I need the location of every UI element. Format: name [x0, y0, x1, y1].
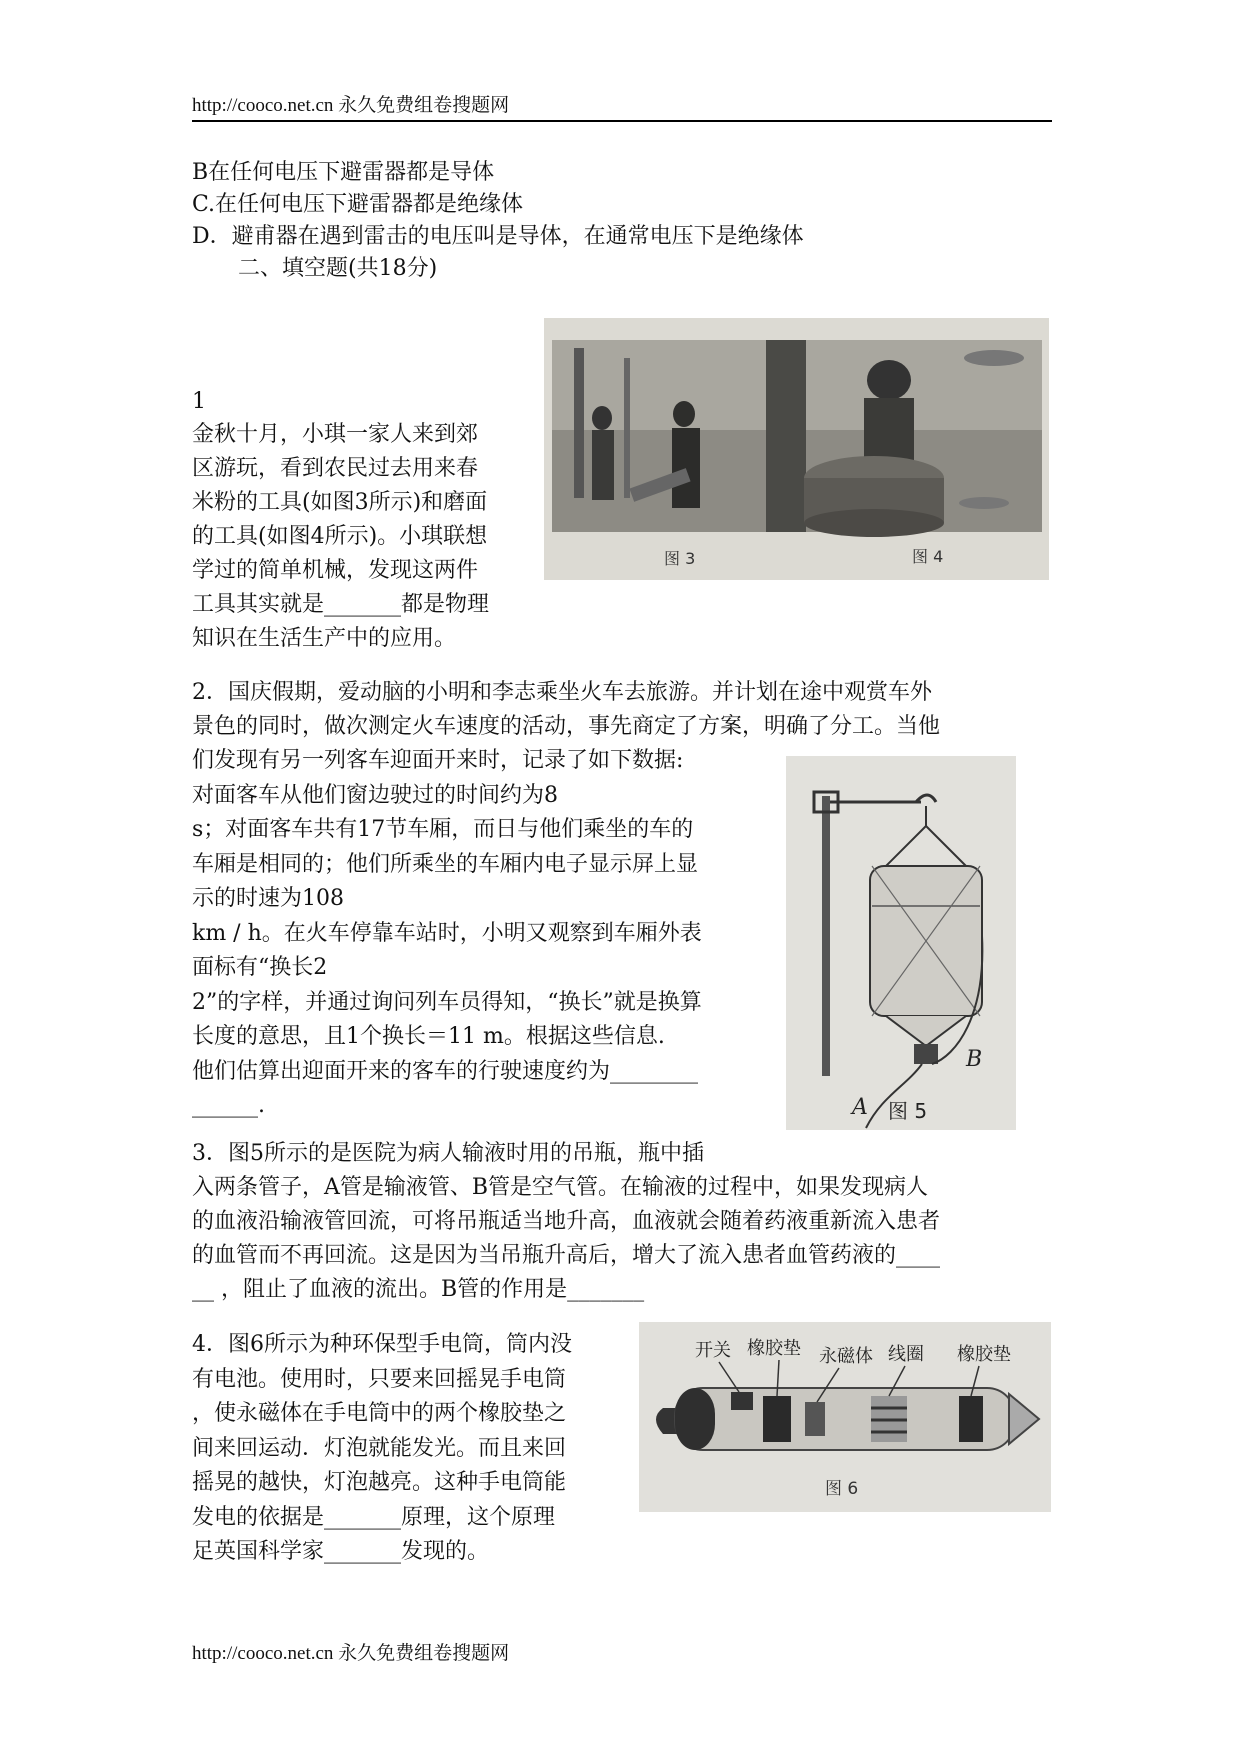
q2-line: km / h。在火车停靠车站时，小明又观察到车厢外表	[192, 920, 702, 946]
fig6-label-coil: 线圈	[888, 1344, 924, 1365]
q3-line: 的血液沿输液管回流，可将吊瓶适当地升高，血液就会随着药液重新流入患者	[192, 1209, 941, 1234]
q2-line: 对面客车从他们窗边驶过的时间约为8	[192, 782, 558, 808]
q1-text	[192, 418, 489, 656]
q1-line: 工具其实就是_______都是物理	[192, 592, 490, 617]
q4-line: 摇晃的越快，灯泡越亮。这种手电筒能	[192, 1470, 567, 1495]
q3-line: 的血管而不再回流。这是因为当吊瓶升高后，增大了流入患者血管药液的____	[192, 1243, 941, 1268]
figure-3-4-photo	[544, 318, 1049, 580]
q1-number: 1	[192, 389, 206, 414]
q2-line: 他们估算出迎面开来的客车的行驶速度约为________	[192, 1058, 699, 1084]
q3-text	[192, 1171, 940, 1307]
q2-line: 景色的同时，做次测定火车速度的活动，事先商定了方案，明确了分工。当他	[192, 714, 941, 739]
q3-first-line: 3．图5所示的是医院为病人输液时用的吊瓶，瓶中插	[192, 1141, 704, 1166]
fig6-label-magnet: 永磁体	[819, 1346, 873, 1367]
q2-line: ______.	[192, 1093, 265, 1118]
option-c: C.在任何电压下避雷器都是绝缘体	[192, 192, 524, 217]
q4-text	[192, 1328, 572, 1570]
q4-line: 间来回运动．灯泡就能发光。而且来回	[192, 1435, 567, 1461]
q2-line: 长度的意思，且1个换长＝11 m。根据这些信息.	[192, 1024, 665, 1049]
q2-line: 示的时速为108	[192, 886, 344, 911]
q2-text-full	[192, 676, 940, 744]
header-rule	[192, 120, 1052, 122]
q2-line: 面标有“换长2	[192, 955, 328, 980]
figure-5-iv-bottle	[786, 756, 1016, 1130]
fig4-label: 图 4	[912, 547, 944, 566]
q1-line: 知识在生活生产中的应用。	[192, 626, 457, 651]
fig5-label: 图 5	[888, 1099, 928, 1123]
q2-line: 们发现有另一列客车迎面开来时，记录了如下数据:	[192, 748, 684, 773]
q4-line: 发电的依据是_______原理，这个原理	[192, 1504, 556, 1530]
q4-line: 4．图6所示为种环保型手电筒，筒内没	[192, 1332, 572, 1357]
q2-text-narrow	[192, 744, 702, 1124]
q2-line: 2．国庆假期，爱动脑的小明和李志乘坐火车去旅游。并计划在途中观赏车外	[192, 680, 932, 705]
fig3-label: 图 3	[664, 549, 696, 568]
page-footer: http://cooco.net.cn 永久免费组卷搜题网	[192, 1643, 510, 1664]
fig5-letter-b: B	[966, 1047, 983, 1072]
q3-line: __ ，阻止了血液的流出。B管的作用是_______	[192, 1277, 645, 1302]
q1-line: 米粉的工具(如图3所示)和磨面	[192, 490, 488, 515]
page-header: http://cooco.net.cn 永久免费组卷搜题网	[192, 95, 510, 116]
fig5-letter-a: A	[852, 1095, 868, 1120]
q1-line: 金秋十月，小琪一家人来到郊	[192, 422, 479, 447]
q4-line: 有电池。使用时，只要来回摇晃手电筒	[192, 1366, 567, 1392]
q1-line: 的工具(如图4所示)。小琪联想	[192, 524, 488, 549]
q1-line: 学过的简单机械，发现这两件	[192, 558, 479, 583]
q4-line: ，使永磁体在手电筒中的两个橡胶垫之	[192, 1401, 567, 1426]
option-d: D．避甫器在遇到雷击的电压叫是导体，在通常电压下是绝缘体	[192, 224, 804, 249]
q4-line: 足英国科学家_______发现的。	[192, 1539, 490, 1564]
q2-line: s；对面客车共有17节车厢，而日与他们乘坐的车的	[192, 817, 694, 842]
q2-line: 2”的字样，并通过询问列车员得知，“换长”就是换算	[192, 989, 702, 1015]
fig6-caption: 图 6	[825, 1479, 859, 1499]
section-title: 二、填空题(共18分)	[238, 256, 438, 281]
q1-line: 区游玩，看到农民过去用来春	[192, 456, 479, 481]
fig6-label-pad-2: 橡胶垫	[957, 1344, 1011, 1365]
q2-line: 车厢是相同的；他们所乘坐的车厢内电子显示屏上显	[192, 851, 699, 877]
fig6-label-switch: 开关	[695, 1340, 731, 1361]
figure-6-flashlight	[639, 1322, 1051, 1512]
q3-line: 入两条管子，A管是输液管、B管是空气管。在输液的过程中，如果发现病人	[192, 1175, 929, 1200]
option-b: B在任何电压下避雷器都是导体	[192, 160, 495, 185]
fig6-label-pad-1: 橡胶垫	[747, 1338, 801, 1359]
